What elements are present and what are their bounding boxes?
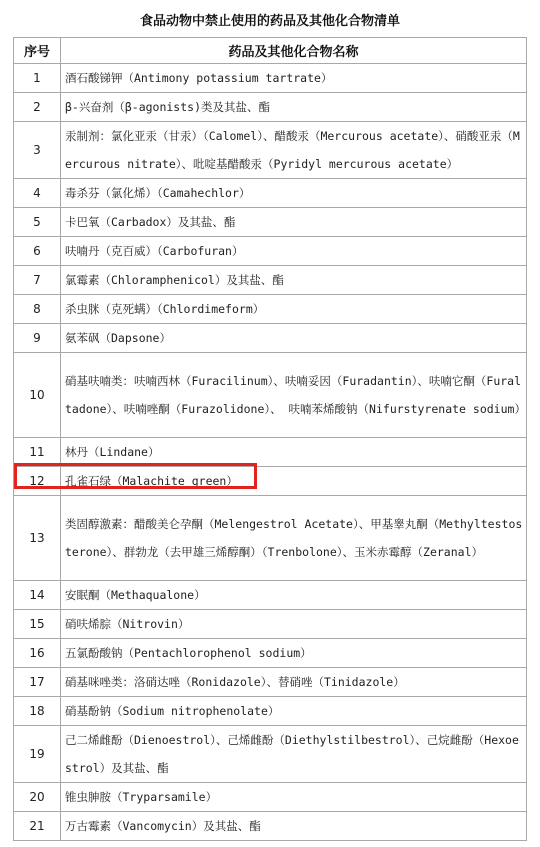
row-number: 6 xyxy=(14,237,61,266)
substance-name: 氯霉素（Chloramphenicol）及其盐、酯 xyxy=(61,266,527,295)
row-number: 14 xyxy=(14,581,61,610)
substance-name: β-兴奋剂（β-agonists)类及其盐、酯 xyxy=(61,93,527,122)
document-title: 食品动物中禁止使用的药品及其他化合物清单 xyxy=(139,14,400,29)
table-row xyxy=(14,353,527,438)
substance-name: 硝基咪唑类：洛硝达唑（Ronidazole）、替硝唑（Tinidazole） xyxy=(61,668,527,697)
row-number: 18 xyxy=(14,697,61,726)
substance-name: 安眠酮（Methaqualone） xyxy=(61,581,527,610)
substance-name: 类固醇激素：醋酸美仑孕酮（Melengestrol Acetate）、甲基睾丸酮（Methyltestosterone）、群勃龙（去甲雄三烯醇酮）（Trenbolone）、玉米赤霉醇（Zeranal） xyxy=(61,496,527,581)
substance-name: 毒杀芬（氯化烯）（Camahechlor） xyxy=(61,179,527,208)
table-row xyxy=(14,610,527,639)
table-row xyxy=(14,812,527,841)
table-row xyxy=(14,208,527,237)
row-number: 5 xyxy=(14,208,61,237)
substance-name: 己二烯雌酚（Dienoestrol）、己烯雌酚（Diethylstilbestrol）、己烷雌酚（Hexoestrol）及其盐、酯 xyxy=(61,726,527,783)
substance-name: 硝基呋喃类：呋喃西林（Furacilinum）、呋喃妥因（Furadantin）、呋喃它酮（Furaltadone）、呋喃唑酮（Furazolidone）、 呋喃苯烯酸钠（Nifurstyrenate sodium） xyxy=(61,353,527,438)
row-number: 13 xyxy=(14,496,61,581)
table-header-row xyxy=(14,38,527,64)
row-number: 20 xyxy=(14,783,61,812)
table-row xyxy=(14,783,527,812)
banned-substances-table xyxy=(13,37,527,841)
table-row xyxy=(14,581,527,610)
substance-name: 氨苯砜（Dapsone） xyxy=(61,324,527,353)
substance-name: 杀虫脒（克死螨）（Chlordimeform） xyxy=(61,295,527,324)
table-row-highlighted xyxy=(14,467,527,496)
substance-name: 锥虫胂胺（Tryparsamile） xyxy=(61,783,527,812)
table-row xyxy=(14,639,527,668)
row-number: 1 xyxy=(14,64,61,93)
table-row xyxy=(14,93,527,122)
row-number: 11 xyxy=(14,438,61,467)
row-number: 15 xyxy=(14,610,61,639)
row-number: 9 xyxy=(14,324,61,353)
row-number: 10 xyxy=(14,353,61,438)
substance-name: 卡巴氧（Carbadox）及其盐、酯 xyxy=(61,208,527,237)
substance-name: 酒石酸锑钾（Antimony potassium tartrate） xyxy=(61,64,527,93)
table-row xyxy=(14,266,527,295)
table-row xyxy=(14,697,527,726)
row-number: 7 xyxy=(14,266,61,295)
table-row xyxy=(14,668,527,697)
table-row xyxy=(14,295,527,324)
table-row xyxy=(14,726,527,783)
substance-name: 汞制剂：氯化亚汞（甘汞）（Calomel）、醋酸汞（Mercurous acetate）、硝酸亚汞（Mercurous nitrate）、吡啶基醋酸汞（Pyridyl mercurous acetate） xyxy=(61,122,527,179)
substance-name: 万古霉素（Vancomycin）及其盐、酯 xyxy=(61,812,527,841)
table-row xyxy=(14,64,527,93)
row-number: 8 xyxy=(14,295,61,324)
row-number: 21 xyxy=(14,812,61,841)
table-row xyxy=(14,122,527,179)
row-number: 16 xyxy=(14,639,61,668)
header-substance-name: 药品及其他化合物名称 xyxy=(61,38,527,64)
table-row xyxy=(14,237,527,266)
header-serial-number: 序号 xyxy=(14,38,61,64)
row-number: 12 xyxy=(14,467,61,496)
table-row xyxy=(14,179,527,208)
row-number: 2 xyxy=(14,93,61,122)
substance-name: 硝呋烯腙（Nitrovin） xyxy=(61,610,527,639)
substance-name: 林丹（Lindane） xyxy=(61,438,527,467)
substance-name: 呋喃丹（克百威）（Carbofuran） xyxy=(61,237,527,266)
table-row xyxy=(14,438,527,467)
substance-name: 硝基酚钠（Sodium nitrophenolate） xyxy=(61,697,527,726)
table-row xyxy=(14,324,527,353)
table-row xyxy=(14,496,527,581)
substance-name: 孔雀石绿（Malachite green） xyxy=(61,467,527,496)
row-number: 19 xyxy=(14,726,61,783)
row-number: 4 xyxy=(14,179,61,208)
row-number: 17 xyxy=(14,668,61,697)
row-number: 3 xyxy=(14,122,61,179)
substance-name: 五氯酚酸钠（Pentachlorophenol sodium） xyxy=(61,639,527,668)
